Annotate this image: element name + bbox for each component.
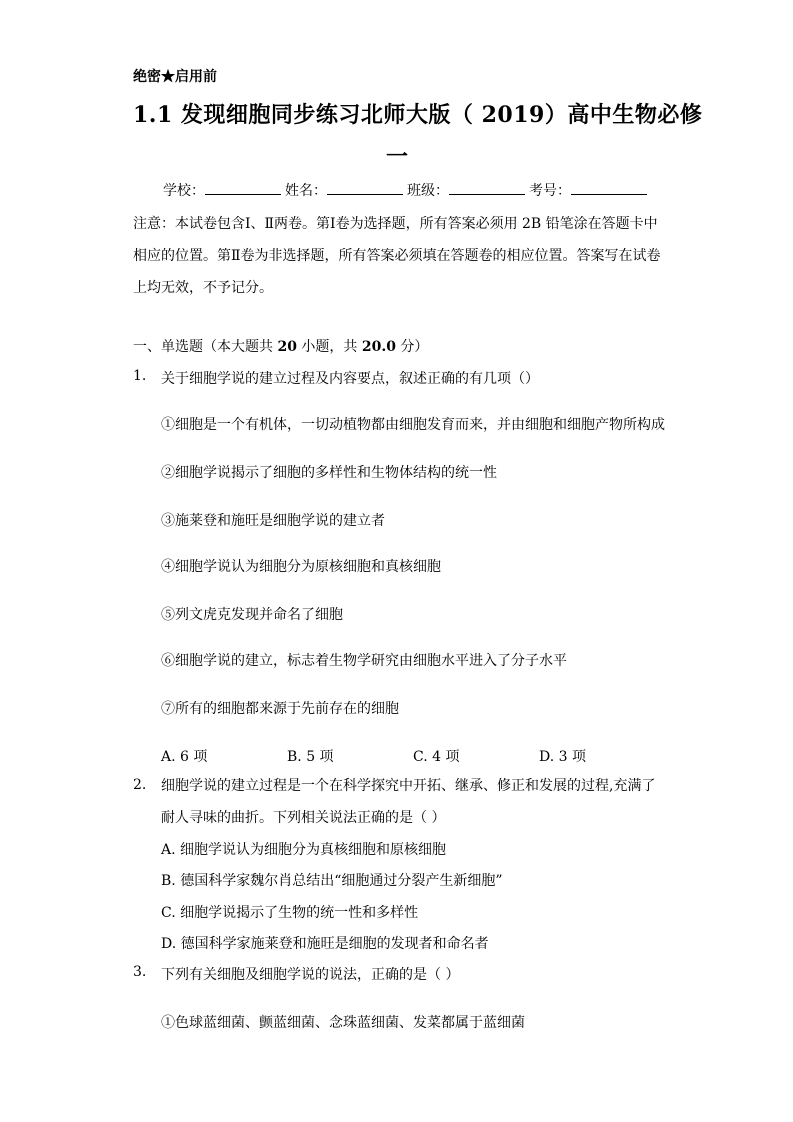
page-title: 1.1 发现细胞同步练习北师大版（ 2019）高中生物必修 bbox=[133, 102, 703, 128]
statement-item: ①色球蓝细菌、颤蓝细菌、念珠蓝细菌、发菜都属于蓝细菌 bbox=[161, 1015, 525, 1031]
option-d[interactable]: D. 3 项 bbox=[539, 749, 586, 765]
option-d[interactable]: D. 德国科学家施莱登和施旺是细胞的发现者和命名者 bbox=[161, 936, 489, 952]
section-prefix: 一、单选题（本大题共 bbox=[133, 339, 278, 355]
option-a[interactable]: A. 细胞学说认为细胞分为真核细胞和原核细胞 bbox=[161, 842, 447, 858]
statement-item: ④细胞学说认为细胞分为原核细胞和真核细胞 bbox=[161, 559, 441, 575]
question-number: 3. bbox=[133, 964, 147, 980]
question-number: 1. bbox=[133, 368, 147, 384]
section-mid: 小题，共 bbox=[296, 339, 362, 355]
section-suffix: 分） bbox=[395, 339, 429, 355]
option-c[interactable]: C. 4 项 bbox=[413, 749, 460, 765]
option-a[interactable]: A. 6 项 bbox=[161, 749, 208, 765]
option-b[interactable]: B. 德国科学家魏尔肖总结出“细胞通过分裂产生新细胞” bbox=[161, 873, 503, 889]
school-blank bbox=[205, 182, 281, 195]
statement-item: ②细胞学说揭示了细胞的多样性和生物体结构的统一性 bbox=[161, 465, 497, 481]
statement-item: ⑤列文虎克发现并命名了细胞 bbox=[161, 607, 343, 623]
question-text: 关于细胞学说的建立过程及内容要点，叙述正确的有几项（） bbox=[161, 371, 539, 387]
exam-number-blank bbox=[571, 182, 647, 195]
statement-item: ⑦所有的细胞都来源于先前存在的细胞 bbox=[161, 701, 399, 717]
option-c[interactable]: C. 细胞学说揭示了生物的统一性和多样性 bbox=[161, 905, 419, 921]
statement-item: ③施莱登和施旺是细胞学说的建立者 bbox=[161, 513, 385, 529]
exam-number-label: 考号： bbox=[529, 183, 571, 199]
statement-item: ⑥细胞学说的建立，标志着生物学研究由细胞水平进入了分子水平 bbox=[161, 653, 567, 669]
answer-options-row bbox=[161, 746, 665, 766]
total-score: 20.0 bbox=[361, 339, 396, 355]
student-info-row bbox=[163, 180, 651, 200]
class-blank bbox=[449, 182, 525, 195]
page-title-continued: 一 bbox=[386, 144, 409, 170]
school-label: 学校： bbox=[163, 183, 205, 199]
question-count: 20 bbox=[277, 339, 297, 355]
question-text: 细胞学说的建立过程是一个在科学探究中开拓、继承、修正和发展的过程,充满了耐人寻味的曲折。下列相关说法正确的是（ ） bbox=[161, 778, 656, 826]
exam-notice: 注意：本试卷包含Ⅰ、Ⅱ两卷。第Ⅰ卷为选择题，所有答案必须用 2B 铅笔涂在答题卡中相应的位置。第Ⅱ卷为非选择题，所有答案必须填在答题卷的相应位置。答案写在试卷上均无效，不予记分。 bbox=[133, 216, 661, 296]
name-label: 姓名： bbox=[285, 183, 327, 199]
question-text: 下列有关细胞及细胞学说的说法，正确的是（ ） bbox=[161, 967, 460, 983]
section-heading bbox=[133, 336, 428, 356]
name-blank bbox=[327, 182, 403, 195]
class-label: 班级： bbox=[407, 183, 449, 199]
question-number: 2. bbox=[133, 777, 147, 793]
statement-item: ①细胞是一个有机体，一切动植物都由细胞发育而来，并由细胞和细胞产物所构成 bbox=[161, 417, 665, 433]
confidential-label: 绝密★启用前 bbox=[133, 69, 217, 85]
option-b[interactable]: B. 5 项 bbox=[287, 749, 334, 765]
